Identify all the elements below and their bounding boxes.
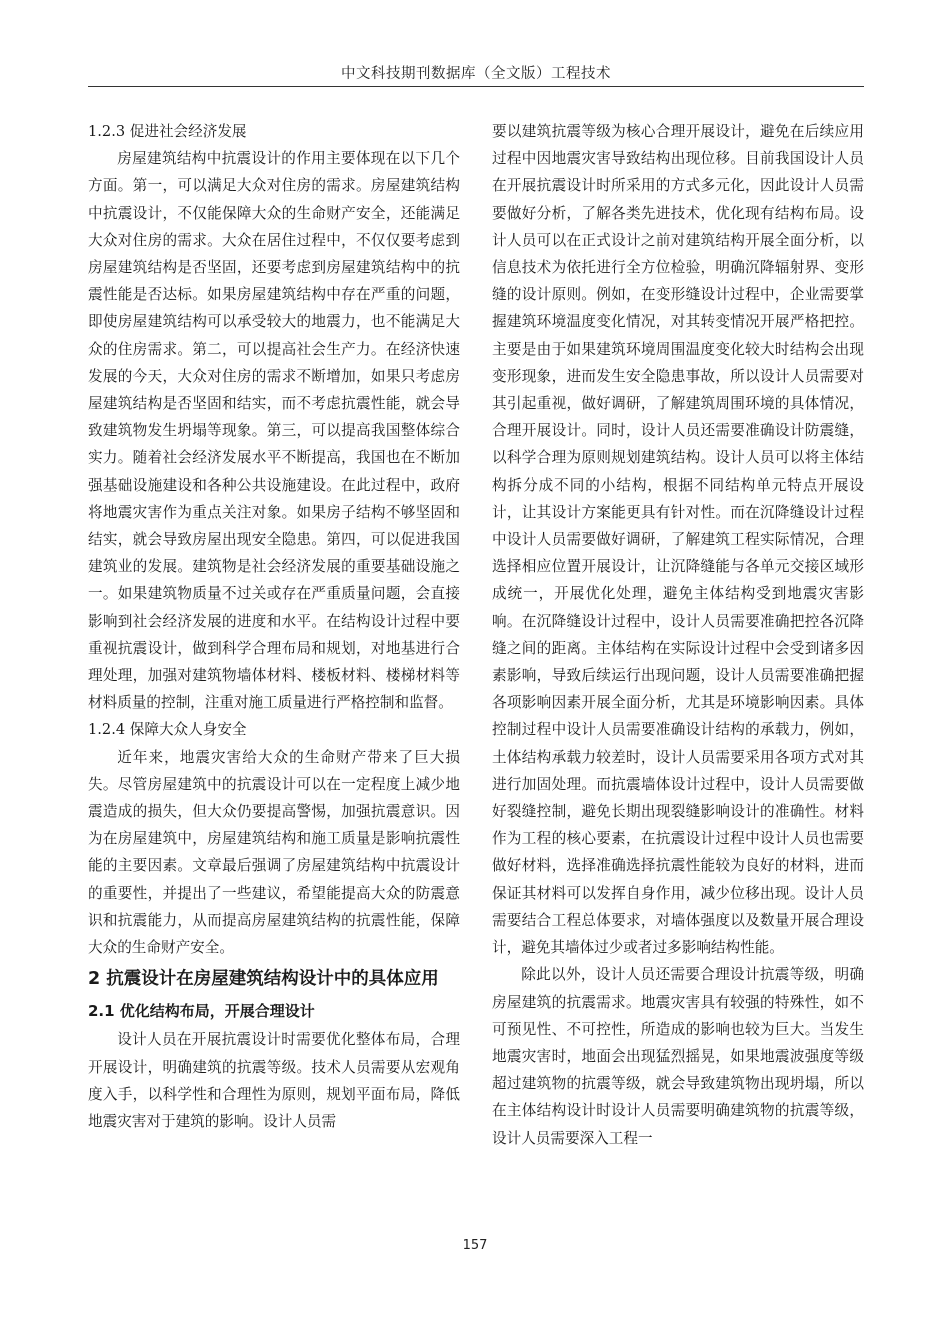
section-2-1-heading: 2.1 优化结构布局，开展合理设计 (88, 1002, 315, 1021)
section-1-2-4-paragraph: 近年来，地震灾害给大众的生命财产带来了巨大损失。尽管房屋建筑中的抗震设计可以在一定程度上减少地震造成的损失，但大众仍要提高警惕，加强抗震意识。因为在房屋建筑中，房屋建筑结构和施工质量是影响抗震性能的主要因素。文章最后强调了房屋建筑结构中抗震设计的重要性，并提出了一些建议，希望能提高大众的防震意识和抗震能力，从而提高房屋建筑结构的抗震性能，保障大众的生命财产安全。 (88, 748, 460, 957)
page-number: 157 (462, 1238, 488, 1253)
section-1-2-4-heading: 1.2.4 保障大众人身安全 (88, 721, 247, 739)
section-2-heading: 2 抗震设计在房屋建筑结构设计中的具体应用 (88, 969, 439, 990)
right-column (492, 118, 864, 1152)
header-rule (88, 86, 864, 87)
section-2-1-paragraph: 设计人员在开展抗震设计时需要优化整体布局，合理开展设计，明确建筑的抗震等级。技术人员需要从宏观角度入手，以科学性和合理性为原则，规划平面布局，降低地震灾害对于建筑的影响。设计人员需 (88, 1031, 460, 1130)
running-header: 中文科技期刊数据库（全文版）工程技术 (341, 66, 611, 82)
section-1-2-3-heading: 1.2.3 促进社会经济发展 (88, 123, 247, 140)
continued-paragraph: 要以建筑抗震等级为核心合理开展设计，避免在后续应用过程中因地震灾害导致结构出现位移。目前我国设计人员在开展抗震设计时所采用的方式多元化，因此设计人员需要做好分析，了解各类先进技术，优化现有结构布局。设计人员可以在正式设计之前对建筑结构开展全面分析，以信息技术为依托进行全方位检验，明确沉降辐射界、变形缝的设计原则。例如，在变形缝设计过程中，企业需要掌握建筑环境温度变化情况，对其转变情况开展严格把控。主要是由于如果建筑环境周围温度变化较大时结构会出现变形现象，进而发生安全隐患事故，所以设计人员需要对其引起重视，做好调研，了解建筑周围环境的具体情况，合理开展设计。同时，设计人员还需要准确设计防震缝，以科学合理为原则规划建筑结构。设计人员可以将主体结构拆分成不同的小结构，根据不同结构单元特点开展设计，让其设计方案能更具有针对性。而在沉降缝设计过程中设计人员需要做好调研，了解建筑工程实际情况，合理选择相应位置开展设计，让沉降缝能与各单元交接区域形成统一，开展优化处理，避免主体结构受到地震灾害影响。在沉降缝设计过程中，设计人员需要准确把控各沉降缝之间的距离。主体结构在实际设计过程中会受到诸多因素影响，导致后续运行出现问题，设计人员需要准确把握各项影响因素开展全面分析，尤其是环境影响因素。具体控制过程中设计人员需要准确设计结构的承载力，例如，土体结构承载力较差时，设计人员需要采用各项方式对其进行加固处理。而抗震墙体设计过程中，设计人员需要做好裂缝控制，避免长期出现裂缝影响设计的准确性。材料作为工程的核心要素，在抗震设计过程中设计人员也需要做好材料，选择准确选择抗震性能较为良好的材料，进而保证其材料可以发挥自身作用，减少位移出现。设计人员需要结合工程总体要求，对墙体强度以及数量开展合理设计，避免其墙体过少或者过多影响结构性能。 (492, 123, 864, 957)
paragraph-seismic-grade: 除此以外，设计人员还需要合理设计抗震等级，明确房屋建筑的抗震需求。地震灾害具有较强的特殊性，如不可预见性、不可控性，所造成的影响也较为巨大。当发生地震灾害时，地面会出现猛烈摇晃，如果地震波强度等级超过建筑物的抗震等级，就会导致建筑物出现坍塌，所以在主体结构设计时设计人员需要明确建筑物的抗震等级，设计人员需要深入工程一 (492, 966, 864, 1147)
left-column (88, 118, 460, 1135)
section-1-2-3-paragraph: 房屋建筑结构中抗震设计的作用主要体现在以下几个方面。第一，可以满足大众对住房的需求。房屋建筑结构中抗震设计，不仅能保障大众的生命财产安全，还能满足大众对住房的需求。大众在居住过程中，不仅仅要考虑到房屋建筑结构是否坚固，还要考虑到房屋建筑结构中的抗震性能是否达标。如果房屋建筑结构中存在严重的问题，即使房屋建筑结构可以承受较大的地震力，也不能满足大众的住房需求。第二，可以提高社会生产力。在经济快速发展的今天，大众对住房的需求不断增加，如果只考虑房屋建筑结构是否坚固和结实，而不考虑抗震性能，就会导致建筑物发生坍塌等现象。第三，可以提高我国整体综合实力。随着社会经济发展水平不断提高，我国也在不断加强基础设施建设和各种公共设施建设。在此过程中，政府将地震灾害作为重点关注对象。如果房子结构不够坚固和结实，就会导致房屋出现安全隐患。第四，可以促进我国建筑业的发展。建筑物是社会经济发展的重要基础设施之一。如果建筑物质量不过关或存在严重质量问题，会直接影响到社会经济发展的进度和水平。在结构设计过程中要重视抗震设计，做到科学合理布局和规划，对地基进行合理处理，加强对建筑物墙体材料、楼板材料、楼梯材料等材料质量的控制，注重对施工质量进行严格控制和监督。 (88, 150, 460, 712)
